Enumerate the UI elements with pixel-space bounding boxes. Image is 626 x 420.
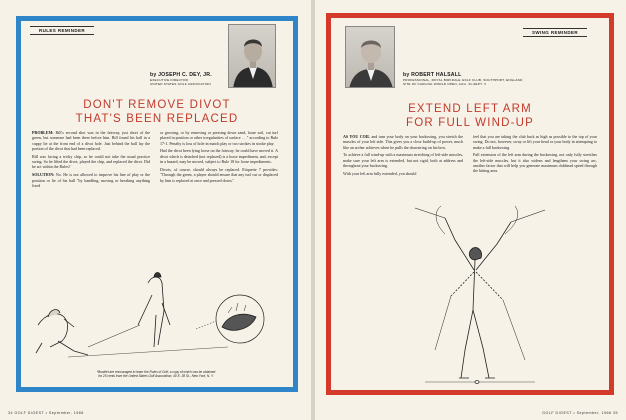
paragraph: Full extension of the left arm during the backswing, not only fully stretches the left-side muscles, but it also widens and lengthens your swing arc, another factor that will help you generate maximum clubhead speed through the hitting area.: [473, 152, 597, 174]
author-title: PROFESSIONAL, ROYAL BIRKDALE GOLF CLUB, SOUTHPORT, ENGLAND: [403, 78, 523, 82]
author-name: by JOSEPH C. DEY, JR.: [150, 72, 212, 78]
divot-illustration: [28, 255, 278, 365]
headline-line-2: FOR FULL WIND-UP: [405, 117, 535, 129]
text-column-2: [473, 134, 597, 176]
paragraph: Had the divot been lying loose on the fairway, he could have moved it. A divot which is detached (not replaced) is a loose impediment, and, except in a hazard, may be moved, subject to Rule 18 for loose impediments.: [160, 148, 278, 165]
headline-line-1: EXTEND LEFT ARM: [408, 103, 532, 115]
footnote: [40, 370, 272, 378]
paragraph: Divots, of course, should always be replaced. Etiquette 7 provides: "Through the green, a player should ensure that any turf cut or displaced by him is replaced at once and pressed down.": [160, 166, 278, 183]
headline-line-1: DON'T REMOVE DIVOT: [83, 99, 231, 111]
right-page: [315, 0, 626, 420]
page-folio: GOLF DIGEST • September, 1966 35: [542, 411, 618, 415]
text-column-2: [160, 130, 278, 185]
article-headline: [30, 98, 284, 126]
problem-text: Bill's second shot was in the fairway, just short of the green, but someone had been there before him. Bill found his ball in a cuppy lie at the front end of a divot hole. Just behind the ball lay the portion of the divot that had been replaced.: [32, 130, 151, 151]
footnote-line-2: for 25 cents from the United States Golf Association, 40 E. 38 St., New York, N. Y.: [98, 374, 214, 378]
section-tab: RULES REMINDER: [30, 26, 94, 35]
swing-sequence-illustration: [385, 200, 565, 390]
author-name: by ROBERT HALSALL: [403, 72, 462, 78]
footnote-line-1: *Booklet are encouraged to learn the Rules of Golf, a copy of which can be obtained: [96, 370, 216, 374]
byline: [150, 72, 226, 86]
section-tab: SWING REMINDER: [523, 28, 587, 37]
paragraph: feel that you are taking the club back as high as possible to the top of your swing. Do not, however, sway or lift your head or your body in attempting to make a full backswing.: [473, 134, 597, 150]
paragraph: Bill was facing a tricky chip, so he could not take the usual practice swing. So he lifted the divot, played the chip, and replaced the divot. Did he act within the Rules?: [32, 153, 150, 170]
author-title: EXECUTIVE DIRECTOR: [150, 78, 189, 82]
author-portrait-icon: [229, 25, 276, 88]
paragraph: and turn your body on your backswing, you stretch the muscles of your left side. This gives you a close build-up of power, much like an archer achieves when he pulls the drawstring on his bow.: [343, 134, 464, 150]
author-affiliation: SITE OF CARLING WORLD OPEN, AUG. 31-SEPT. 3: [403, 82, 486, 86]
paragraph: To achieve a full wind-up with a maximum stretching of left-side muscles, make sure your left arm is extended, but not rigid, both at address and throughout your backswing.: [343, 152, 463, 169]
author-photo: [345, 26, 395, 88]
paragraph: With your left arm fully extended, you should: [343, 170, 417, 176]
solution-text: No. He is not allowed to improve his line of play or the position or lie of his ball "by handling, moving or breaking anything fixed: [32, 172, 150, 188]
lead-in: AS YOU COIL: [343, 134, 370, 139]
left-page: [0, 0, 311, 420]
author-organization: UNITED STATES GOLF ASSOCIATION: [150, 82, 211, 86]
paragraph: or growing, or by removing or pressing down sand, loose soil, cut turf placed in position or other irregularities of surface . . ." according to Rule 17-1. Penalty is loss of hole in match play or two strokes in stroke play.: [160, 130, 278, 146]
solution-label: SOLUTION:: [32, 172, 55, 178]
author-photo: [228, 24, 276, 88]
headline-line-2: THAT'S BEEN REPLACED: [75, 113, 239, 125]
byline: [403, 72, 603, 86]
page-folio: 34 GOLF DIGEST • September, 1966: [8, 411, 84, 415]
text-column-1: [32, 130, 150, 191]
text-column-1: [343, 134, 463, 179]
article-headline: [339, 102, 601, 130]
problem-label: PROBLEM:: [32, 130, 54, 135]
author-portrait-icon: [346, 27, 395, 88]
